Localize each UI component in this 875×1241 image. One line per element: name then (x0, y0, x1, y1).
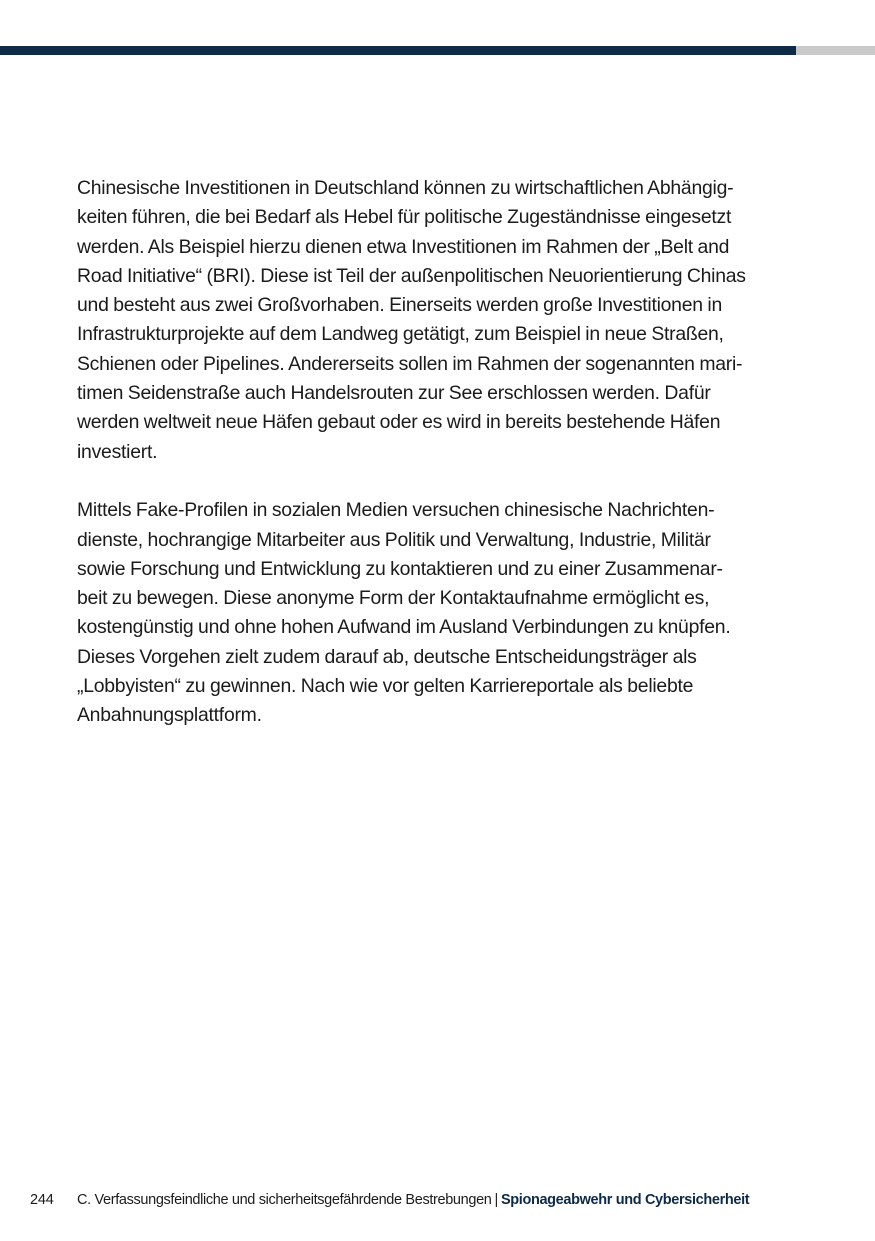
text-line: dienste, hochrangige Mitarbeiter aus Politik und Verwaltung, Industrie, Militär (77, 528, 711, 551)
footer-chapter: C. Verfassungsfeindliche und sicherheitsgefährdende Bestrebungen (77, 1192, 492, 1208)
text-line: Schienen oder Pipelines. Andererseits sollen im Rahmen der sogenannten mari- (77, 352, 743, 375)
paragraph-fake-profiles (77, 496, 799, 730)
text-line: Infrastrukturprojekte auf dem Landweg getätigt, zum Beispiel in neue Straßen, (77, 323, 724, 346)
text-line: Anbahnungsplattform. (77, 704, 262, 727)
text-line: Mittels Fake-Profilen in sozialen Medien versuchen chinesische Nachrichten- (77, 499, 715, 522)
footer-section-title: Spionageabwehr und Cybersicherheit (500, 1192, 750, 1208)
text-line: werden. Als Beispiel hierzu dienen etwa Investitionen im Rahmen der „Belt and (77, 235, 730, 258)
text-line: keiten führen, die bei Bedarf als Hebel für politische Zugeständnisse eingesetzt (77, 206, 732, 229)
main-text (77, 174, 799, 731)
text-line: und besteht aus zwei Großvorhaben. Einerseits werden große Investitionen in (77, 294, 723, 317)
text-line: beit zu bewegen. Diese anonyme Form der Kontaktaufnahme ermöglicht es, (77, 587, 710, 610)
text-line: investiert. (77, 440, 158, 463)
page-footer (0, 1190, 875, 1210)
text-line: sowie Forschung und Entwicklung zu kontaktieren und zu einer Zusammenar- (77, 557, 723, 580)
text-line: Chinesische Investitionen in Deutschland können zu wirtschaftlichen Abhängig- (77, 177, 734, 199)
running-footer (77, 1190, 749, 1210)
text-line: timen Seidenstraße auch Handelsrouten zur See erschlossen werden. Dafür (77, 382, 711, 405)
page-number: 244 (30, 1192, 54, 1208)
footer-separator: | (494, 1192, 498, 1208)
text-line: Road Initiative“ (BRI). Diese ist Teil der außenpolitischen Neuorientierung Chinas (77, 264, 746, 287)
text-line: werden weltweit neue Häfen gebaut oder es wird in bereits bestehende Häfen (77, 411, 721, 434)
text-line: „Lobbyisten“ zu gewinnen. Nach wie vor gelten Karriereportale als beliebte (77, 675, 694, 698)
header-accent-bar-end (796, 46, 875, 55)
header-accent-bar (0, 46, 796, 55)
text-line: Dieses Vorgehen zielt zudem darauf ab, deutsche Entscheidungsträger als (77, 645, 697, 668)
paragraph-investments (77, 174, 799, 467)
text-line: kostengünstig und ohne hohen Aufwand im Ausland Verbindungen zu knüpfen. (77, 616, 731, 639)
